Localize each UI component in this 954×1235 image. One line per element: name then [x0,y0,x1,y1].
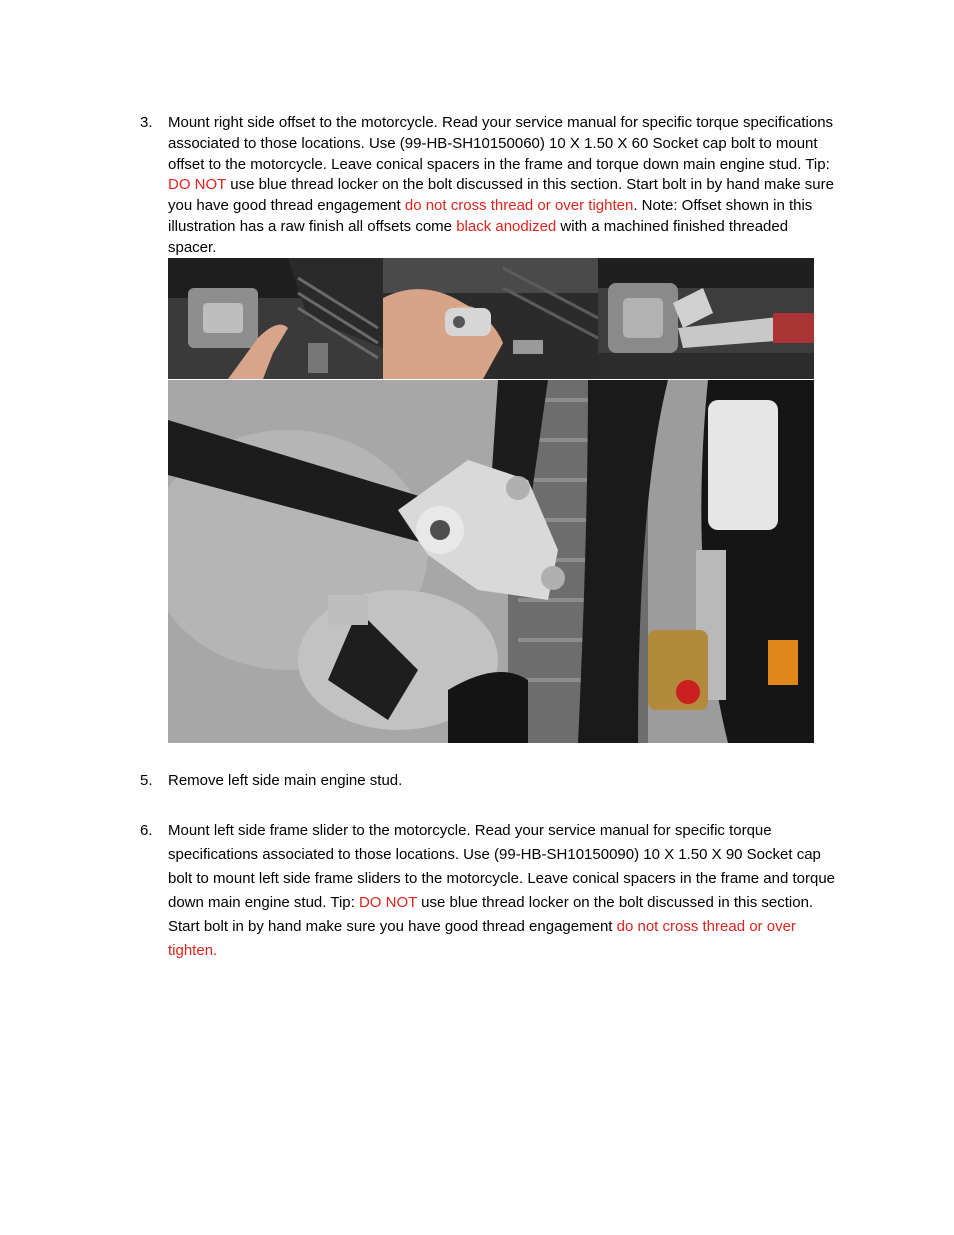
warning-text: do not cross thread or over tighten [404,197,634,215]
warning-text: do not cross thread or over tighten. [168,918,796,959]
step-number: 6. [140,822,153,839]
step-text [168,771,840,791]
photo-hand-holding-offset-near-frame [168,258,383,379]
text-segment: use blue thread locker on the bolt discussed in this section. Start bolt in by hand make sure you have good thread engagement [168,894,814,935]
text-segment: Mount left side frame slider to the motorcycle. Read your service manual for specific torque specifications associated to those locations. Use (99-HB-SH10150090) 10 X 1.50 X 90 Socket cap bolt to mount left side frame sliders to the motorcycle. Leave conical spacers in the frame and torque down main engine stud. Tip: [168,822,836,911]
step-number: 3. [140,114,153,131]
photo-mounted-offset-closeup [168,380,814,743]
photo-hand-holding-offset-and-bolt [383,258,598,379]
text-segment: Mount right side offset to the motorcycle. Read your service manual for specific torque specifications associated to those locations. Use (99-HB-SH10150060) 10 X 1.50 X 60 Socket cap bolt to mount offset to the motorcycle. Leave conical spacers in the frame and torque down main engine stud. Tip: [168,114,834,173]
text-segment: with a machined finished threaded spacer. [168,217,789,256]
step-text [168,113,840,259]
text-segment: . Note: Offset shown in this illustration has a raw finish all offsets come [168,197,813,235]
photo-torque-wrench-on-offset [598,258,814,379]
text-segment: Remove left side main engine stud. [168,772,403,789]
step-text [168,819,840,963]
text-segment: use blue thread locker on the bolt discussed in this section. Start bolt in by hand make sure you have good thread engagement [168,176,834,215]
warning-text: DO NOT [358,894,418,911]
warning-text: DO NOT [168,176,227,194]
step-number: 5. [140,772,153,789]
warning-text: black anodized [456,217,557,235]
